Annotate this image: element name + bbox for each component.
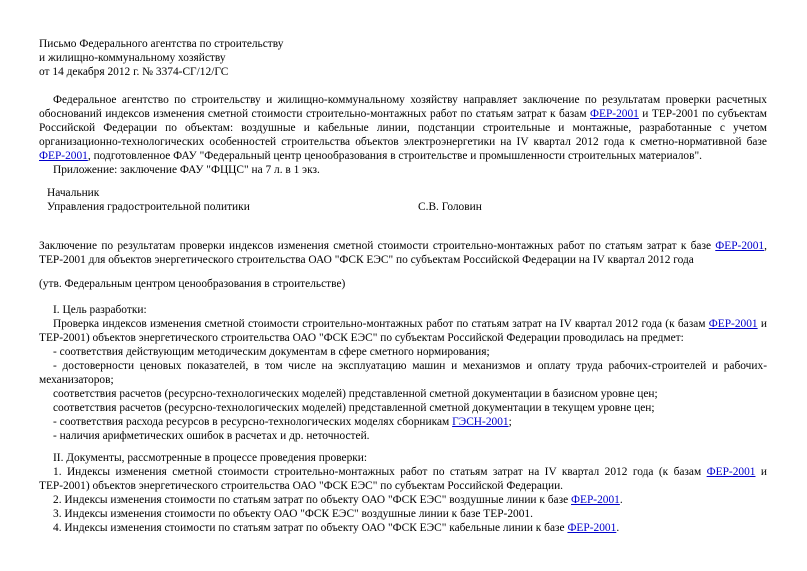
section-2 xyxy=(39,451,767,535)
list-item: - достоверности ценовых показателей, в том числе на эксплуатацию машин и механизмов и оплату труда рабочих-строителей и рабочих-механизаторов; xyxy=(39,360,767,386)
document-item-text: и ТЕР-2001) объектов энергетического строительства ОАО "ФСК ЕЭС" по субъектам Российской Федерации. xyxy=(39,466,767,492)
list-item: - соответствия действующим методическим документам в сфере сметного нормирования; xyxy=(53,346,490,358)
intro-text-b: и ТЕР-2001 по субъектам Российской Федерации по объектам: воздушные и кабельные линии, подстанции строительные и монтажные, разработанные с учетом организационно-технологических особенностей строительства объектов электроэнергетики на IV квартал 2012 года к сметно-нормативной базе xyxy=(39,108,767,148)
header-line-1: Письмо Федерального агентства по строительству xyxy=(39,38,284,50)
document-item-3: 3. Индексы изменения стоимости по объекту ОАО "ФСК ЕЭС" воздушные линии к базе ТЕР-2001. xyxy=(53,508,533,520)
document-item-text: 4. Индексы изменения стоимости по статьям затрат по объекту ОАО "ФСК ЕЭС" кабельные линии к базе xyxy=(53,522,568,534)
list-item-text: - соответствия расхода ресурсов в ресурсно-технологических моделях сборникам xyxy=(53,416,453,428)
header-line-2: и жилищно-коммунальному хозяйству xyxy=(39,52,226,64)
letter-header xyxy=(39,37,767,79)
link-gesn-2001[interactable]: ГЭСН-2001 xyxy=(452,416,509,428)
section-2-heading: II. Документы, рассмотренные в процессе проведения проверки: xyxy=(53,452,368,464)
signatory-name: С.В. Головин xyxy=(418,201,482,213)
conclusion-title xyxy=(39,239,767,267)
attachment-note: Приложение: заключение ФАУ "ФЦЦС" на 7 л. в 1 экз. xyxy=(53,164,320,176)
link-fer-2001[interactable]: ФЕР-2001 xyxy=(715,240,765,252)
document-item-1 xyxy=(39,465,767,493)
link-fer-2001[interactable]: ФЕР-2001 xyxy=(708,318,758,330)
document-item-text: 1. Индексы изменения сметной стоимости строительно-монтажных работ по статьям затрат на IV квартал 2012 года (к базам xyxy=(53,466,707,478)
document-item-text: . xyxy=(616,522,620,534)
list-item: соответствия расчетов (ресурсно-технологических моделей) представленной сметной документации в базисном уровне цен; xyxy=(53,388,658,400)
document-body xyxy=(39,37,767,177)
conclusion-title-a: Заключение по результатам проверки индексов изменения сметной стоимости строительно-монтажных работ по статьям затрат к базе xyxy=(39,240,716,252)
list-item xyxy=(39,415,767,429)
conclusion-title-b: , ТЕР-2001 для объектов энергетического строительства ОАО "ФСК ЕЭС" по субъектам Российской Федерации на IV квартал 2012 года xyxy=(39,240,767,266)
approved-by: (утв. Федеральным центром ценообразования в строительстве) xyxy=(39,278,346,290)
link-fer-2001[interactable]: ФЕР-2001 xyxy=(39,150,88,162)
document-item-text: . xyxy=(619,494,623,506)
section-1-heading: I. Цель разработки: xyxy=(53,304,147,316)
document-item-text: 2. Индексы изменения стоимости по статьям затрат по объекту ОАО "ФСК ЕЭС" воздушные линии к базе xyxy=(53,494,571,506)
header-line-3: от 14 декабря 2012 г. № 3374-СГ/12/ГС xyxy=(39,66,229,78)
link-fer-2001[interactable]: ФЕР-2001 xyxy=(571,494,620,506)
signature-title-1: Начальник xyxy=(47,187,100,199)
link-fer-2001[interactable]: ФЕР-2001 xyxy=(706,466,756,478)
list-item: - наличия арифметических ошибок в расчетах и др. неточностей. xyxy=(53,430,370,442)
document-item-2 xyxy=(39,493,767,507)
document-item-4 xyxy=(39,521,767,535)
signature-block xyxy=(47,186,567,214)
intro-paragraph xyxy=(39,93,767,163)
section-1-paragraph xyxy=(39,317,767,345)
list-item: соответствия расчетов (ресурсно-технологических моделей) представленной сметной документации в текущем уровне цен; xyxy=(53,402,655,414)
section-1-text-b: и ТЕР-2001) объектов энергетического строительства ОАО "ФСК ЕЭС" по субъектам Российской Федерации проводилась на предмет: xyxy=(39,318,767,344)
list-item-text: ; xyxy=(508,416,512,428)
section-1-text-a: Проверка индексов изменения сметной стоимости строительно-монтажных работ по статьям затрат на IV квартал 2012 года (к базам xyxy=(53,318,709,330)
intro-text-a: Федеральное агентство по строительству и жилищно-коммунальному хозяйству направляет заключение по результатам проверки расчетных обоснований индексов изменения сметной стоимости строительно-монтажных работ по статьям затрат к базам xyxy=(39,94,767,120)
section-1 xyxy=(39,303,767,443)
link-fer-2001[interactable]: ФЕР-2001 xyxy=(567,522,617,534)
intro-text-c: , подготовленное ФАУ "Федеральный центр ценообразования в строительстве и промышленности строительных материалов". xyxy=(87,150,702,162)
conclusion-section xyxy=(39,239,767,535)
signature-title-2: Управления градостроительной политики xyxy=(47,201,250,213)
link-fer-2001[interactable]: ФЕР-2001 xyxy=(590,108,639,120)
